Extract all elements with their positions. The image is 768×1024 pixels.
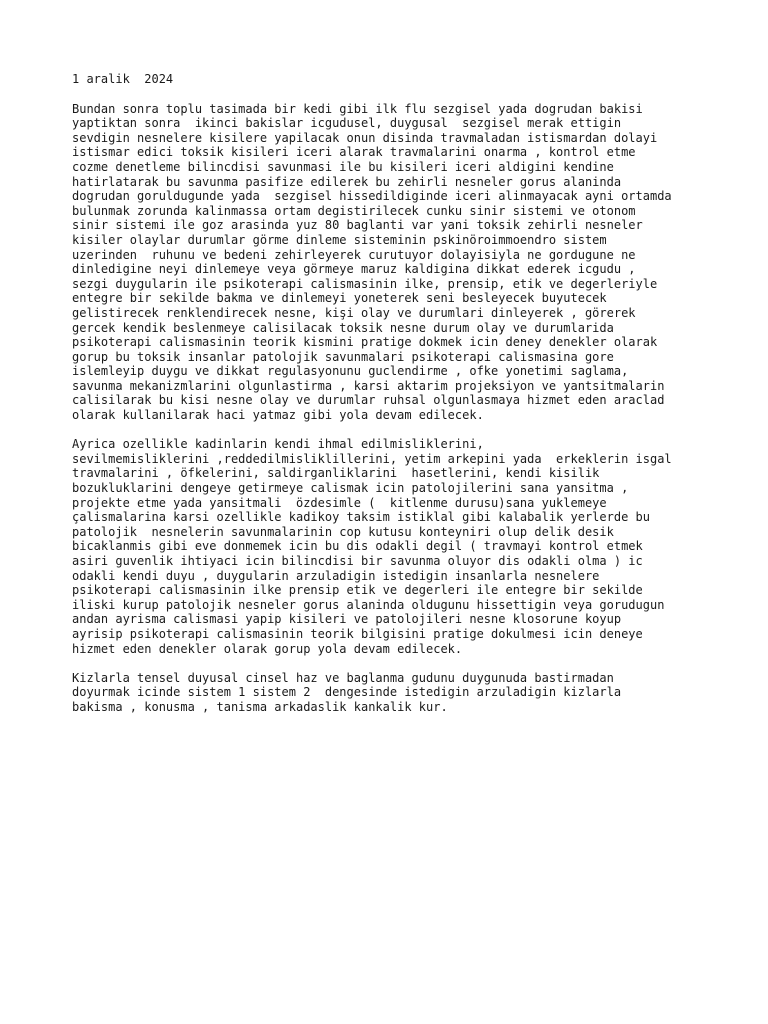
paragraph-kalabalik-yerler: Ayrica ozellikle kadinlarin kendi ihmal edilmisliklerini, sevilmemisliklerini ,reddedilmisliklillerini, yetim arkepini yada erkeklerin isgal travmalarini , öfkelerini, saldirganliklarini hasetlerini, kendi kisilik bozukluklarini dengeye getirmeye calismak icin patolojilerini sana yansitma , projekte etme yada yansitmali özdesimle ( kitlenme durusu)sana yuklemeye çalismalarina karsi ozellikle kadikoy taksim istiklal gibi kalabalik yerlerde bu patolojik nesnelerin savunmalarinin cop kutusu konteyniri olup delik desik bicaklanmis gibi eve donmemek icin bu dis odakli degil ( travmayi kontrol etmek asiri guvenlik ihtiyaci icin bilincdisi bir savunma oluyor dis odakli olma ) ic odakli kendi duyu , duygularin arzuladigin istedigin insanlarla nesnelere psikoterapi calismasinin ilke prensip etik ve degerleri ile entegre bir sekilde iliski kurup patolojik nesneler gorus alaninda oldugunu hissettigin veya gorudugun andan ayrisma calismasi yapip kisileri ve patolojileri nesne klosorune koyup ayrisip psikoterapi calismasinin teorik bilgisini pratige dokulmesi icin deneye hizmet eden denekler olarak gorup yola devam edilecek.	[72, 437, 672, 656]
paragraph-iliskiler: Kizlarla tensel duyusal cinsel haz ve baglanma gudunu duygunuda bastirmadan doyurmak icinde sistem 1 sistem 2 dengesinde istedigin arzuladigin kizlarla bakisma , konusma , tanisma arkadaslik kankalik kur.	[72, 670, 622, 714]
document-date: 1 aralik 2024	[72, 72, 174, 86]
document-page	[72, 72, 712, 729]
paragraph-travma-savunma: Bundan sonra toplu tasimada bir kedi gibi ilk flu sezgisel yada dogrudan bakisi yaptiktan sonra ikinci bakislar icgudusel, duygusal sezgisel merak ettigin sevdigin nesnelere kisilere yapilacak onun disinda travmaladan istismardan dolayi istismar edici toksik kisileri iceri alarak travmalarini onarma , kontrol etme cozme denetleme bilincdisi savunmasi ile bu kisileri iceri aldigini kendine hatirlatarak bu savunma pasifize edilerek bu zehirli nesneler gorus alaninda dogrudan goruldugunde yada sezgisel hissedildiginde iceri alinmayacak ayni ortamda bulunmak zorunda kalinmassa ortam degistirilecek cunku sinir sistemi ve otonom sinir sistemi ile goz arasinda yuz 80 baglanti var yani toksik zehirli nesneler kisiler olaylar durumlar görme dinleme sisteminin pskinöroimmoendro sistem uzerinden ruhunu ve bedeni zehirleyerek curutuyor dolayisiyla ne gordugune ne dinledigine neyi dinlemeye veya görmeye maruz kaldigina dikkat ederek icgudu , sezgi duygularin ile psikoterapi calismasinin ilke, prensip, etik ve degerleriyle entegre bir sekilde bakma ve dinlemeyi yoneterek seni besleyecek buyutecek gelistirecek renklendirecek nesne, kişi olay ve durumlari dinleyerek , görerek gercek kendik beslenmeye calisilacak toksik nesne durum olay ve durumlarida psikoterapi calismasinin teorik kismini pratige dokmek icin deney denekler olarak gorup bu toksik insanlar patolojik savunmalari psikoterapi calismasina gore islemleyip duygu ve dikkat regulasyonunu guclendirme , ofke yonetimi saglama, savunma mekanizmlarini olgunlastirma , karsi aktarim projeksiyon ve yantsitmalarin calisilarak bu kisi nesne olay ve durumlar ruhsal olgunlasmaya hizmet eden araclad olarak kullanilarak haci yatmaz gibi yola devam edilecek.	[72, 101, 672, 423]
